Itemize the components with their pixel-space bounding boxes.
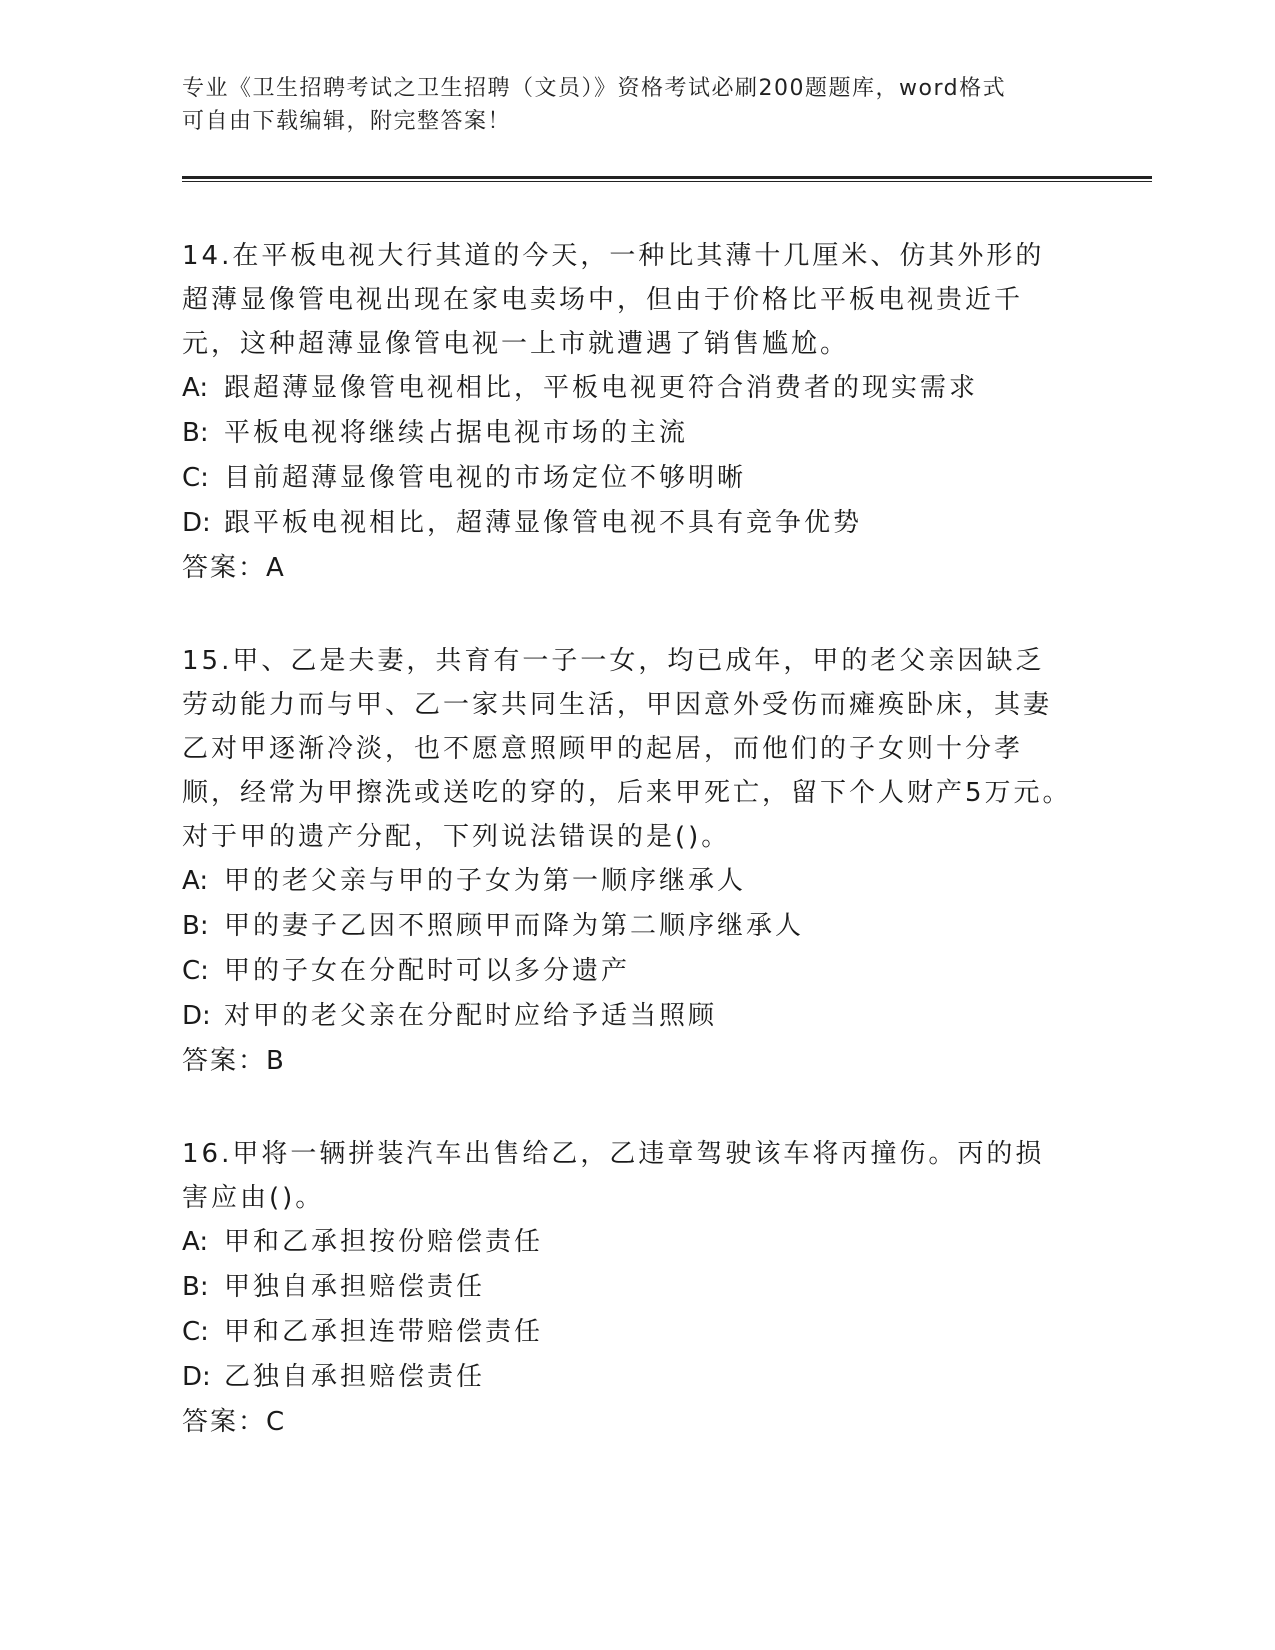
document-header — [182, 72, 1062, 138]
option-text: 甲和乙承担按份赔偿责任 — [224, 1227, 544, 1257]
option-key: C: — [182, 956, 209, 986]
option-text: 甲独自承担赔偿责任 — [224, 1272, 486, 1302]
option-text: 甲和乙承担连带赔偿责任 — [224, 1317, 544, 1347]
option-key: A: — [182, 373, 209, 403]
option-a — [182, 1220, 1072, 1265]
question-15 — [182, 639, 1072, 1084]
option-text: 甲的老父亲与甲的子女为第一顺序继承人 — [224, 866, 747, 896]
header-line-1: 专业《卫生招聘考试之卫生招聘（文员）》资格考试必刷200题题库，word格式 — [182, 76, 1007, 101]
header-line-2: 可自由下载编辑，附完整答案！ — [182, 109, 512, 134]
option-key: D: — [182, 508, 211, 538]
option-key: C: — [182, 1317, 209, 1347]
header-divider-thick — [182, 176, 1152, 179]
option-key: D: — [182, 1362, 211, 1392]
option-b — [182, 904, 1072, 949]
option-text: 目前超薄显像管电视的市场定位不够明晰 — [224, 463, 747, 493]
answer-line: 答案：B — [182, 1046, 286, 1076]
option-c — [182, 949, 1072, 994]
option-key: B: — [182, 911, 209, 941]
option-key: B: — [182, 1272, 209, 1302]
question-14 — [182, 234, 1072, 591]
answer-line: 答案：A — [182, 553, 286, 583]
option-a — [182, 366, 1072, 411]
option-key: A: — [182, 1227, 209, 1257]
question-stem: 15.甲、乙是夫妻，共育有一子一女，均已成年，甲的老父亲因缺乏劳动能力而与甲、乙一家共同生活，甲因意外受伤而瘫痪卧床，其妻乙对甲逐渐冷淡，也不愿意照顾甲的起居，而他们的子女则十分孝顺，经常为甲擦洗或送吃的穿的，后来甲死亡，留下个人财产5万元。对于甲的遗产分配，下列说法错误的是()。 — [182, 646, 1072, 852]
option-key: D: — [182, 1001, 211, 1031]
option-key: C: — [182, 463, 209, 493]
option-text: 对甲的老父亲在分配时应给予适当照顾 — [224, 1001, 718, 1031]
option-c — [182, 1310, 1072, 1355]
option-d — [182, 1355, 1072, 1400]
option-text: 甲的妻子乙因不照顾甲而降为第二顺序继承人 — [224, 911, 805, 941]
option-b — [182, 411, 1072, 456]
option-c — [182, 456, 1072, 501]
option-d — [182, 994, 1072, 1039]
option-b — [182, 1265, 1072, 1310]
question-stem: 14.在平板电视大行其道的今天，一种比其薄十几厘米、仿其外形的超薄显像管电视出现在家电卖场中，但由于价格比平板电视贵近千元，这种超薄显像管电视一上市就遭遇了销售尴尬。 — [182, 241, 1045, 359]
question-16 — [182, 1132, 1072, 1445]
answer-line: 答案：C — [182, 1407, 287, 1437]
option-d — [182, 501, 1072, 546]
option-text: 甲的子女在分配时可以多分遗产 — [224, 956, 631, 986]
option-a — [182, 859, 1072, 904]
option-key: A: — [182, 866, 209, 896]
option-text: 跟超薄显像管电视相比，平板电视更符合消费者的现实需求 — [224, 373, 979, 403]
option-text: 平板电视将继续占据电视市场的主流 — [224, 418, 689, 448]
header-divider-thin — [182, 181, 1152, 182]
option-text: 跟平板电视相比，超薄显像管电视不具有竞争优势 — [224, 508, 863, 538]
question-list — [182, 234, 1072, 1493]
option-text: 乙独自承担赔偿责任 — [224, 1362, 486, 1392]
question-stem: 16.甲将一辆拼装汽车出售给乙，乙违章驾驶该车将丙撞伤。丙的损害应由()。 — [182, 1139, 1045, 1213]
option-key: B: — [182, 418, 209, 448]
